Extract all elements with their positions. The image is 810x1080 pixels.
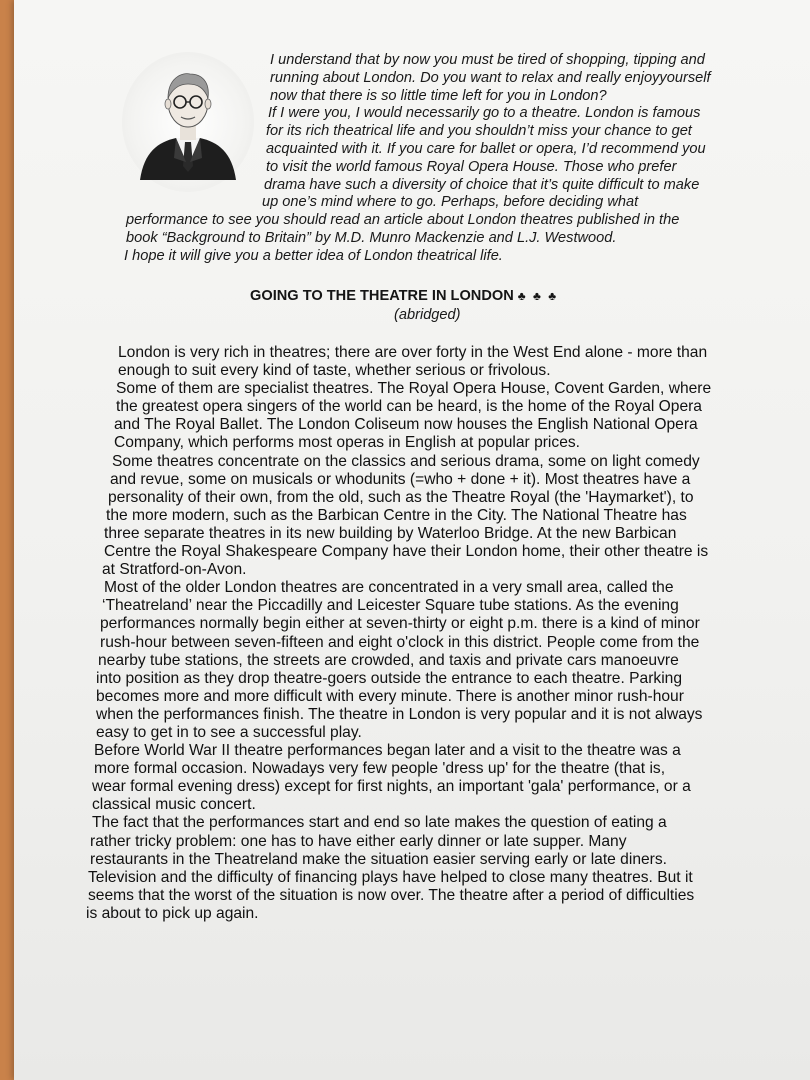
body-text-line: Some theatres concentrate on the classics and serious drama, some on light comedy [112,452,700,470]
body-text-line: rush-hour between seven-fifteen and eight o'clock in this district. People come from the [100,633,700,651]
body-text-line: Television and the difficulty of financing plays have helped to close many theatres. But it [88,868,693,886]
body-text-line: ‘Theatreland’ near the Piccadilly and Leicester Square tube stations. As the evening [102,597,679,615]
intro-text-line: running about London. Do you want to relax and really enjoyyourself [270,69,711,86]
body-text-line: and The Royal Ballet. The London Coliseum now houses the English National Opera [114,416,698,434]
body-text-line: the greatest opera singers of the world can be heard, is the home of the Royal Opera [116,398,702,416]
body-text-line: performances normally begin either at seven-thirty or eight p.m. there is a kind of minor [100,615,700,633]
intro-text-line: performance to see you should read an article about London theatres published in the [126,212,680,229]
body-text-line: when the performances finish. The theatre in London is very popular and it is not always [96,705,703,723]
intro-text-line: for its rich theatrical life and you shouldn’t miss your chance to get [266,123,692,140]
body-text-line: wear formal evening dress) except for first nights, an important 'gala' performance, or a [92,778,691,796]
body-text-line: is about to pick up again. [86,904,259,922]
clubs-ornament-icon: ♣ ♣ ♣ [517,289,559,303]
body-text-line: into position as they drop theatre-goers outside the entrance to each theatre. Parking [96,669,682,687]
body-text-line: the more modern, such as the Barbican Centre in the City. The National Theatre has [106,506,687,524]
body-text-line: rather tricky problem: one has to have either early dinner or late supper. Many [90,832,627,850]
body-text-line: easy to get in to see a successful play. [96,723,362,741]
body-text-line: seems that the worst of the situation is now over. The theatre after a period of difficulties [88,886,695,904]
body-text-line: and revue, some on musicals or whodunits (=who + done + it). Most theatres have a [110,470,691,488]
intro-text-line: now that there is so little time left for you in London? [270,87,607,104]
intro-text-line: acquainted with it. If you care for ballet or opera, I’d recommend you [266,140,706,157]
intro-text-line: I understand that by now you must be tired of shopping, tipping and [270,52,705,68]
article-title [250,288,650,304]
article-subtitle: (abridged) [394,307,461,323]
article-title-text: GOING TO THE THEATRE IN LONDON [250,288,514,304]
body-text-line: nearby tube stations, the streets are crowded, and taxis and private cars manoeuvre [98,651,679,669]
body-text-line: becomes more and more difficult with every minute. There is another minor rush-hour [96,687,684,705]
body-text-line: London is very rich in theatres; there are over forty in the West End alone - more than [118,344,708,361]
body-text-line: at Stratford-on-Avon. [102,561,247,579]
body-text-line: personality of their own, from the old, such as the Theatre Royal (the 'Haymarket'), to [108,488,694,506]
body-text-line: Some of them are specialist theatres. The Royal Opera House, Covent Garden, where [116,380,712,398]
body-text-line: restaurants in the Theatreland make the situation easier serving early or late diners. [90,850,667,868]
document-page [14,0,810,1080]
intro-text-line: drama have such a diversity of choice that it’s quite difficult to make [264,176,700,193]
body-text-line: Centre the Royal Shakespeare Company have their London home, their other theatre is [104,543,709,561]
intro-text-line: to visit the world famous Royal Opera House. Those who prefer [266,158,677,175]
body-text-line: Company, which performs most operas in English at popular prices. [114,434,580,452]
intro-text-line: up one’s mind where to go. Perhaps, before deciding what [262,194,639,211]
intro-text-line: book “Background to Britain” by M.D. Munro Mackenzie and L.J. Westwood. [126,229,617,246]
intro-text [110,52,760,266]
article-body [86,344,802,923]
body-text-line: classical music concert. [92,796,256,814]
intro-text-line: If I were you, I would necessarily go to a theatre. London is famous [268,105,701,122]
body-text-line: The fact that the performances start and end so late makes the question of eating a [92,814,667,832]
body-text-line: enough to suit every kind of taste, whether serious or frivolous. [118,362,551,380]
body-text-line: Most of the older London theatres are concentrated in a very small area, called the [104,579,674,597]
body-text-line: Before World War II theatre performances began later and a visit to the theatre was a [94,742,681,760]
intro-text-line: I hope it will give you a better idea of London theatrical life. [124,247,503,264]
body-text-line: three separate theatres in its new building by Waterloo Bridge. At the new Barbican [104,524,677,542]
body-text-line: more formal occasion. Nowadays very few people 'dress up' for the theatre (that is, [94,760,666,778]
